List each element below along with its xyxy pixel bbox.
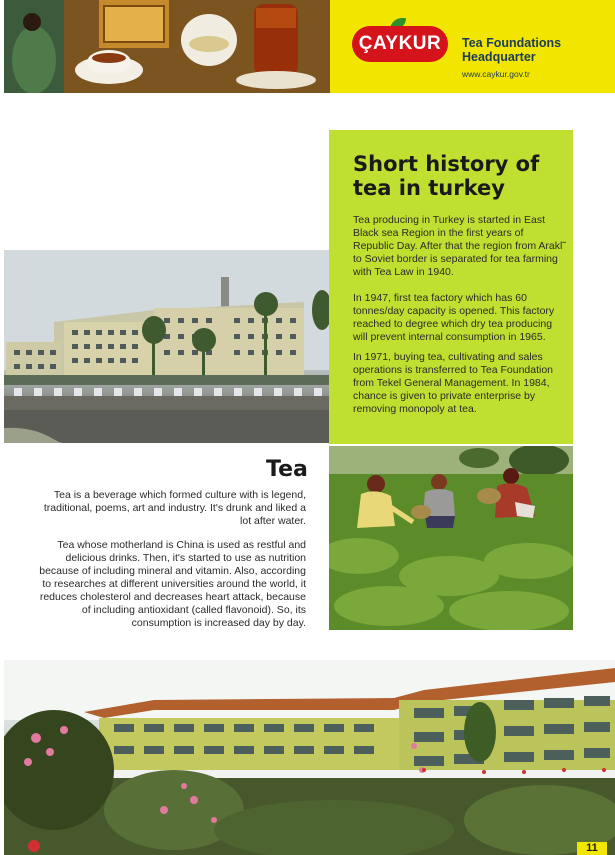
- tea-factory-photo: [4, 250, 329, 443]
- headquarter-garden-photo: [4, 660, 615, 855]
- tea-paragraph-2: Tea whose motherland is China is used as restful and delicious drinks. Then, it's started to use as nutrition because of including mineral and vitamin. Also, according to researches at different universities around the world, it reduces cholesterol and decreases heart attack, because of including antioxidant (called flavonoid). So, its consumption is increased day by day.: [39, 539, 306, 629]
- history-paragraph-3: In 1971, buying tea, cultivating and sales operations is transferred to Tea Foundation from Tekel General Management. In 1984, chance is given to private enterprise by removing monopoly at tea.: [353, 351, 554, 415]
- tea-paragraph-1: Tea is a beverage which formed culture with is legend, traditional, poems, art and industry. It's drunk and liked a lot after water.: [43, 489, 306, 527]
- tea-pickers-photo: [329, 446, 573, 630]
- tea-heading: Tea: [266, 457, 308, 482]
- garden-building-illustration: [4, 660, 615, 855]
- history-title: Short history of tea in turkey: [353, 152, 540, 200]
- page-number: 11: [577, 842, 607, 855]
- tea-still-life-illustration: [4, 0, 330, 93]
- tea-harvest-illustration: [329, 446, 573, 630]
- website-url[interactable]: www.caykur.gov.tr: [462, 69, 530, 79]
- history-paragraph-2: In 1947, first tea factory which has 60 tonnes/day capacity is opened. This factory reached to degree which dry tea producing will prevent internal consumption in 1965.: [353, 292, 555, 343]
- header-tea-photo: [4, 0, 330, 93]
- history-paragraph-1: Tea producing in Turkey is started in East Black sea Region in the first years of Republic Day. After that the region from Arakl˜ to Soviet border is separated for tea farming with Tea Law in 1940.: [353, 214, 566, 278]
- headquarter-title: Tea Foundations Headquarter: [462, 36, 562, 64]
- caykur-logo[interactable]: ÇAYKUR: [352, 26, 448, 62]
- factory-building-illustration: [4, 250, 329, 443]
